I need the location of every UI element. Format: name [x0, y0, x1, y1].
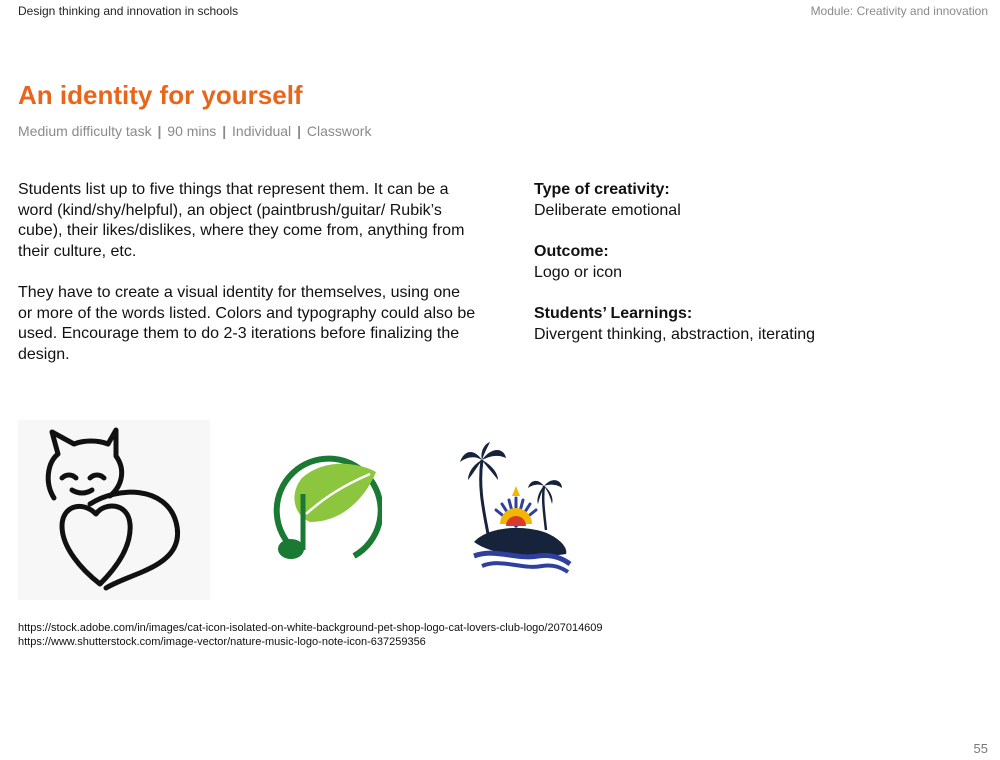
cat-heart-logo-icon [18, 420, 210, 600]
page-number: 55 [973, 741, 988, 756]
fact-label: Students’ Learnings: [534, 305, 693, 322]
fact-outcome [534, 242, 974, 283]
fact-value: Deliberate emotional [534, 201, 681, 219]
page-title: An identity for yourself [18, 80, 303, 110]
meta-separator: | [222, 123, 227, 139]
task-description [18, 180, 478, 386]
fact-creativity-type [534, 180, 974, 221]
fact-value: Logo or icon [534, 263, 623, 281]
description-paragraph: Students list up to five things that represent them. It can be a word (kind/shy/helpful), an object (paintbrush/guitar/ Rubik’s cube), their likes/dislikes, where they come from, anything from their culture, etc. [18, 181, 465, 260]
fact-label: Outcome: [534, 243, 609, 260]
task-meta [18, 123, 371, 139]
course-title: Design thinking and innovation in schools [18, 4, 239, 18]
task-facts [534, 180, 974, 366]
meta-separator: | [157, 123, 162, 139]
difficulty-label: Medium difficulty task [18, 123, 152, 139]
meta-separator: | [297, 123, 301, 139]
source-link[interactable]: https://stock.adobe.com/in/images/cat-icon-isolated-on-white-background-pet-shop-logo-cat-lovers-club-logo/207014609 [18, 622, 603, 634]
setting-label: Classwork [306, 123, 372, 139]
fact-value: Divergent thinking, abstraction, iterating [534, 325, 816, 343]
source-link[interactable]: https://www.shutterstock.com/image-vector/nature-music-logo-note-icon-637259356 [18, 636, 426, 648]
fact-learnings [534, 304, 974, 345]
duration-label: 90 mins [167, 123, 217, 139]
description-paragraph: They have to create a visual identity for themselves, using one or more of the words listed. Colors and typography could also be used. Encourage them to do 2-3 iterations before finalizing the design. [18, 284, 476, 363]
leaf-music-note-logo-icon [262, 452, 382, 572]
island-palm-logo-icon [456, 442, 576, 578]
module-title: Module: Creativity and innovation [810, 4, 988, 18]
image-sources [18, 621, 603, 649]
fact-label: Type of creativity: [534, 181, 670, 198]
mode-label: Individual [232, 123, 292, 139]
